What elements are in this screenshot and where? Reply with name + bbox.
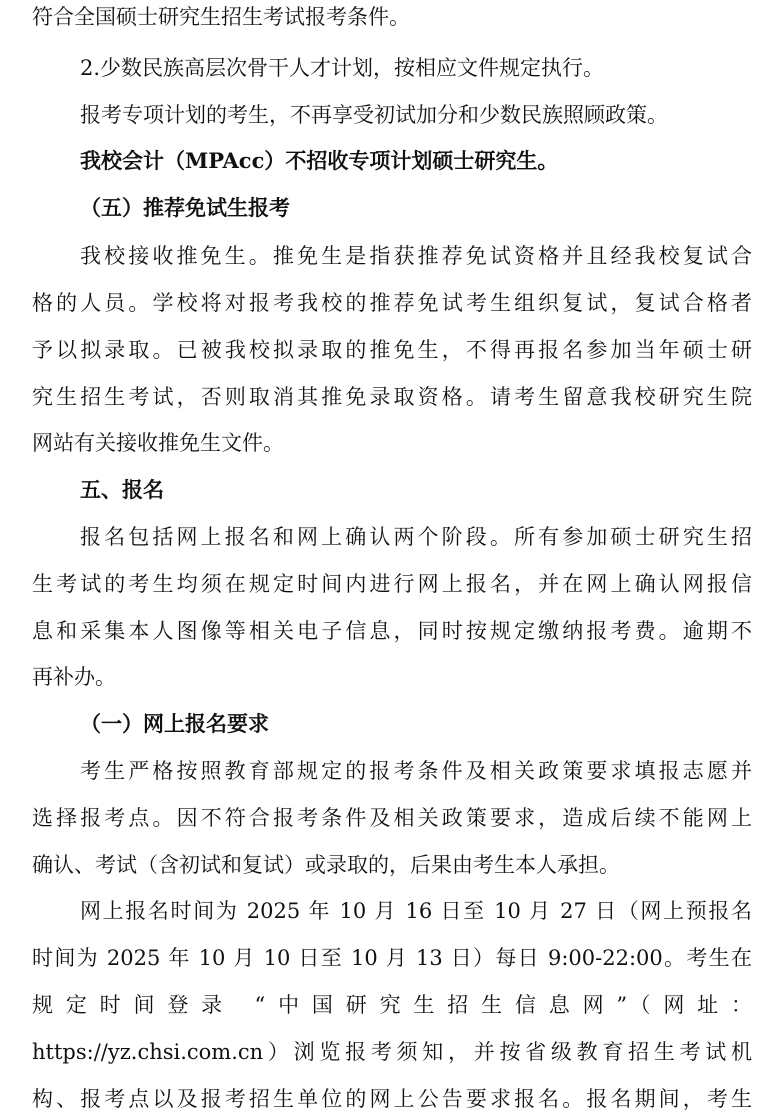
text-line-bold: 我校会计（MPAcc）不招收专项计划硕士研究生。: [80, 148, 559, 173]
text-line: 报名包括网上报名和网上确认两个阶段。所有参加硕士研究生招: [80, 525, 752, 549]
text-line: 再补办。: [32, 665, 116, 689]
text-line: 符合全国硕士研究生招生考试报考条件。: [32, 5, 410, 29]
text-line: 构、报考点以及报考招生单位的网上公告要求报名。报名期间，考生: [32, 1087, 752, 1111]
text-line: 时间为 2025 年 10 月 10 日至 10 月 13 日）每日 9:00-22:00。考生在: [32, 946, 752, 970]
text-line: 格的人员。学校将对报考我校的推荐免试考生组织复试，复试合格者: [32, 291, 752, 315]
text-line: 息和采集本人图像等相关电子信息，同时按规定缴纳报考费。逾期不: [32, 619, 752, 643]
text-line: 我校接收推免生。推免生是指获推荐免试资格并且经我校复试合: [80, 244, 752, 268]
text-line: 2.少数民族高层次骨干人才计划，按相应文件规定执行。: [80, 56, 605, 80]
text-line: 网站有关接收推免生文件。: [32, 431, 284, 455]
text-line: https://yz.chsi.com.cn）浏览报考须知，并按省级教育招生考试机: [32, 1040, 752, 1064]
text-line: 考生严格按照教育部规定的报考条件及相关政策要求填报志愿并: [80, 759, 752, 783]
section-heading: （一）网上报名要求: [80, 711, 269, 736]
section-heading: 五、报名: [80, 477, 164, 502]
section-heading: （五）推荐免试生报考: [80, 195, 290, 220]
text-line: 报考专项计划的考生，不再享受初试加分和少数民族照顾政策。: [80, 103, 668, 127]
text-line: 选择报考点。因不符合报考条件及相关政策要求，造成后续不能网上: [32, 806, 752, 830]
text-line: 规定时间登录 “中国研究生招生信息网”（网址：: [32, 993, 752, 1017]
text-line: 究生招生考试，否则取消其推免录取资格。请考生留意我校研究生院: [32, 385, 752, 409]
text-line: 生考试的考生均须在规定时间内进行网上报名，并在网上确认网报信: [32, 572, 752, 596]
text-line: 确认、考试（含初试和复试）或录取的，后果由考生本人承担。: [32, 853, 620, 877]
text-line: 网上报名时间为 2025 年 10 月 16 日至 10 月 27 日（网上预报名: [80, 899, 752, 923]
text-line: 予以拟录取。已被我校拟录取的推免生，不得再报名参加当年硕士研: [32, 338, 752, 362]
